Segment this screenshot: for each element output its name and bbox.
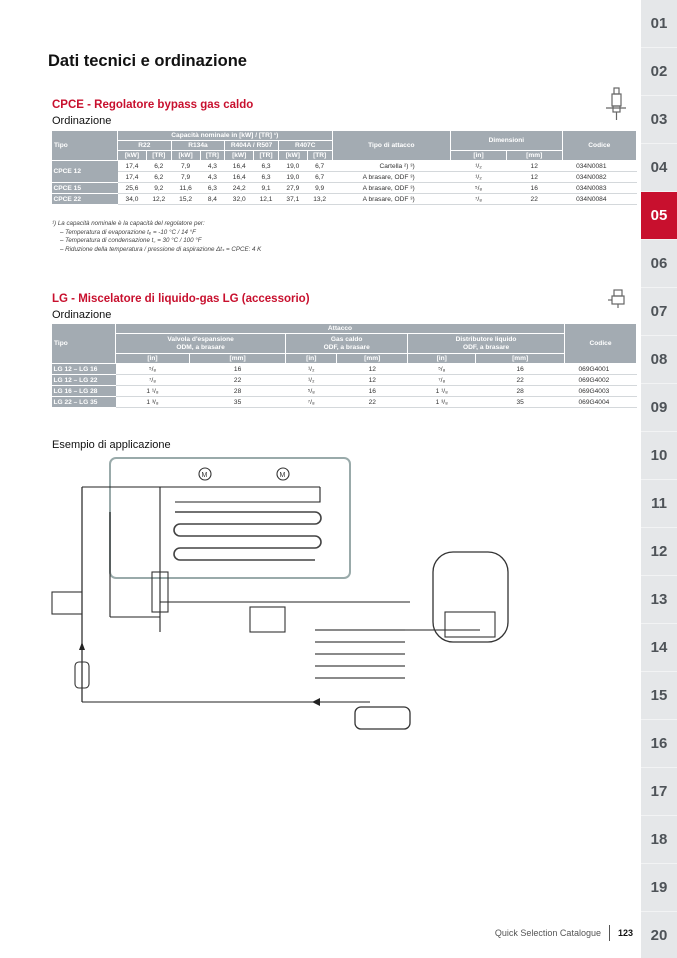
dim-mm-cell: 22 xyxy=(506,194,562,205)
value-cell: 4,3 xyxy=(200,161,225,172)
value-cell: 17,4 xyxy=(118,161,147,172)
value-cell: ⁵/₈ xyxy=(408,364,476,375)
chapter-tab-16[interactable]: 16 xyxy=(641,720,677,768)
code-cell: 034N0084 xyxy=(562,194,636,205)
chapter-tab-10[interactable]: 10 xyxy=(641,432,677,480)
footnote: ¹) La capacità nominale è la capacità del regolatore per: xyxy=(52,220,205,227)
lg-header-tipo: Tipo xyxy=(52,324,116,364)
chapter-tab-12[interactable]: 12 xyxy=(641,528,677,576)
lg-type-cell: LG 12 – LG 16 xyxy=(52,364,116,375)
unit-header: [TR] xyxy=(254,151,279,161)
value-cell: 9,2 xyxy=(146,183,171,194)
value-cell: 1 ¹/₈ xyxy=(408,386,476,397)
value-cell: ⁷/₈ xyxy=(286,397,337,408)
dim-mm-cell: 12 xyxy=(506,172,562,183)
value-cell: 12 xyxy=(337,375,408,386)
lg-header-group: Gas caldo ODF, a brasare xyxy=(286,334,408,354)
footer-catalogue-label: Quick Selection Catalogue xyxy=(494,928,601,938)
code-cell: 069G4001 xyxy=(565,364,637,375)
cpce-table xyxy=(51,130,637,205)
chapter-tab-18[interactable]: 18 xyxy=(641,816,677,864)
value-cell: 6,2 xyxy=(146,161,171,172)
attacco-cell: A brasare, ODF ³) xyxy=(332,194,451,205)
value-cell: 28 xyxy=(476,386,565,397)
value-cell: 12,2 xyxy=(146,194,171,205)
dim-in-cell: ¹/₂ xyxy=(451,172,507,183)
value-cell: ⁵/₈ xyxy=(286,386,337,397)
attacco-cell: A brasare, ODF ³) xyxy=(332,183,451,194)
lg-section-subtitle: Ordinazione xyxy=(52,309,112,321)
value-cell: 22 xyxy=(190,375,286,386)
footnote: – Temperatura di evaporazione tₑ = -10 °C / 14 °F xyxy=(60,228,196,236)
value-cell: 22 xyxy=(337,397,408,408)
unit-header: [kW] xyxy=(278,151,307,161)
cpce-header-capacity: Capacità nominale in [kW] / [TR] ¹) xyxy=(118,131,333,141)
cpce-header-refrigerant: R407C xyxy=(278,141,332,151)
value-cell: 9,1 xyxy=(254,183,279,194)
code-cell: 034N0083 xyxy=(562,183,636,194)
value-cell: 34,0 xyxy=(118,194,147,205)
table-row xyxy=(52,172,637,183)
value-cell: 12 xyxy=(337,364,408,375)
cpce-header-dimensioni: Dimensioni xyxy=(451,131,562,151)
value-cell: ⁷/₈ xyxy=(116,375,190,386)
code-cell: 069G4002 xyxy=(565,375,637,386)
dim-mm-cell: 16 xyxy=(506,183,562,194)
unit-header: [in] xyxy=(116,354,190,364)
value-cell: 7,9 xyxy=(171,161,200,172)
value-cell: 28 xyxy=(190,386,286,397)
value-cell: 6,2 xyxy=(146,172,171,183)
dim-mm-cell: 12 xyxy=(506,161,562,172)
unit-header: [mm] xyxy=(190,354,286,364)
value-cell: 6,3 xyxy=(254,161,279,172)
value-cell: 6,3 xyxy=(254,172,279,183)
attacco-cell: A brasare, ODF ³) xyxy=(332,172,451,183)
value-cell: 1 ³/₈ xyxy=(116,397,190,408)
dim-in-cell: ⁷/₈ xyxy=(451,194,507,205)
value-cell: 17,4 xyxy=(118,172,147,183)
table-row xyxy=(52,386,637,397)
dim-in-cell: ¹/₂ xyxy=(451,161,507,172)
lg-header-group: Distributore liquido ODF, a brasare xyxy=(408,334,565,354)
unit-header: [mm] xyxy=(337,354,408,364)
value-cell: 35 xyxy=(190,397,286,408)
code-cell: 069G4004 xyxy=(565,397,637,408)
value-cell: 13,2 xyxy=(307,194,332,205)
value-cell: ¹/₂ xyxy=(286,364,337,375)
chapter-tab-02[interactable]: 02 xyxy=(641,48,677,96)
value-cell: 35 xyxy=(476,397,565,408)
lg-header-attacco: Attacco xyxy=(116,324,565,334)
unit-header: [in] xyxy=(286,354,337,364)
value-cell: 4,3 xyxy=(200,172,225,183)
chapter-tab-15[interactable]: 15 xyxy=(641,672,677,720)
value-cell: 16,4 xyxy=(225,172,254,183)
chapter-tab-19[interactable]: 19 xyxy=(641,864,677,912)
unit-header: [TR] xyxy=(200,151,225,161)
table-row xyxy=(52,364,637,375)
refrigeration-circuit-diagram xyxy=(40,452,620,737)
unit-header: [mm] xyxy=(476,354,565,364)
cpce-header-refrigerant: R22 xyxy=(118,141,172,151)
motor-label: M xyxy=(279,472,286,479)
cpce-header-tipo: Tipo xyxy=(52,131,118,161)
value-cell: 1 ³/₈ xyxy=(408,397,476,408)
cpce-section-title: CPCE - Regolatore bypass gas caldo xyxy=(52,99,254,111)
cpce-header-refrigerant: R134a xyxy=(171,141,225,151)
chapter-tab-03[interactable]: 03 xyxy=(641,96,677,144)
mixer-icon xyxy=(608,288,628,308)
chapter-tab-14[interactable]: 14 xyxy=(641,624,677,672)
unit-header: [TR] xyxy=(307,151,332,161)
application-title: Esempio di applicazione xyxy=(52,439,171,451)
value-cell: 19,0 xyxy=(278,172,307,183)
lg-table xyxy=(51,323,637,408)
cpce-header-attacco: Tipo di attacco xyxy=(332,131,451,161)
table-row xyxy=(52,194,637,205)
unit-header: [kW] xyxy=(118,151,147,161)
code-cell: 069G4003 xyxy=(565,386,637,397)
cpce-header-refrigerant: R404A / R507 xyxy=(225,141,279,151)
value-cell: 7,9 xyxy=(171,172,200,183)
lg-header-codice: Codice xyxy=(565,324,637,364)
value-cell: 11,6 xyxy=(171,183,200,194)
value-cell: 24,2 xyxy=(225,183,254,194)
value-cell: 9,9 xyxy=(307,183,332,194)
lg-type-cell: LG 22 – LG 35 xyxy=(52,397,116,408)
cpce-type-cell: CPCE 22 xyxy=(52,194,118,205)
chapter-tab-06[interactable]: 06 xyxy=(641,240,677,288)
value-cell: ⁷/₈ xyxy=(408,375,476,386)
value-cell: 16,4 xyxy=(225,161,254,172)
code-cell: 034N0082 xyxy=(562,172,636,183)
unit-header: [kW] xyxy=(225,151,254,161)
footnote: – Riduzione della temperatura / pressione di aspirazione Δtₛ = CPCE: 4 K xyxy=(60,245,262,253)
value-cell: 25,6 xyxy=(118,183,147,194)
chapter-tab-13[interactable]: 13 xyxy=(641,576,677,624)
chapter-tab-11[interactable]: 11 xyxy=(641,480,677,528)
cpce-header-codice: Codice xyxy=(562,131,636,161)
lg-type-cell: LG 16 – LG 28 xyxy=(52,386,116,397)
value-cell: 1 ¹/₈ xyxy=(116,386,190,397)
value-cell: 16 xyxy=(190,364,286,375)
value-cell: ⁵/₈ xyxy=(116,364,190,375)
value-cell: 19,0 xyxy=(278,161,307,172)
chapter-tabs xyxy=(641,0,677,958)
value-cell: 6,7 xyxy=(307,161,332,172)
value-cell: 15,2 xyxy=(171,194,200,205)
value-cell: 16 xyxy=(476,364,565,375)
unit-header: [mm] xyxy=(506,151,562,161)
value-cell: 8,4 xyxy=(200,194,225,205)
footer-separator xyxy=(609,925,610,941)
cpce-section-subtitle: Ordinazione xyxy=(52,115,112,127)
value-cell: 27,9 xyxy=(278,183,307,194)
value-cell: 22 xyxy=(476,375,565,386)
unit-header: [in] xyxy=(408,354,476,364)
chapter-tab-17[interactable]: 17 xyxy=(641,768,677,816)
lg-section-title: LG - Miscelatore di liquido-gas LG (accessorio) xyxy=(52,293,310,305)
unit-header: [kW] xyxy=(171,151,200,161)
lg-type-cell: LG 12 – LG 22 xyxy=(52,375,116,386)
dim-in-cell: ⁵/₈ xyxy=(451,183,507,194)
value-cell: 37,1 xyxy=(278,194,307,205)
motor-label: M xyxy=(201,472,208,479)
table-row xyxy=(52,161,637,172)
page-footer xyxy=(495,925,633,941)
page-title: Dati tecnici e ordinazione xyxy=(48,52,247,70)
chapter-tab-01[interactable]: 01 xyxy=(641,0,677,48)
page-number: 123 xyxy=(617,928,633,938)
value-cell: 16 xyxy=(337,386,408,397)
footnote: – Temperatura di condensazione t꜀ = 30 °C / 100 °F xyxy=(60,237,202,244)
valve-icon xyxy=(604,86,628,122)
chapter-tab-04[interactable]: 04 xyxy=(641,144,677,192)
value-cell: ¹/₂ xyxy=(286,375,337,386)
value-cell: 6,7 xyxy=(307,172,332,183)
table-row xyxy=(52,375,637,386)
cpce-type-cell: CPCE 15 xyxy=(52,183,118,194)
lg-header-group: Valvola d'espansione ODM, a brasare xyxy=(116,334,286,354)
chapter-tab-05[interactable]: 05 xyxy=(641,192,677,240)
unit-header: [TR] xyxy=(146,151,171,161)
value-cell: 32,0 xyxy=(225,194,254,205)
cpce-footnotes xyxy=(52,220,261,254)
unit-header: [in] xyxy=(451,151,507,161)
chapter-tab-09[interactable]: 09 xyxy=(641,384,677,432)
chapter-tab-20[interactable]: 20 xyxy=(641,912,677,958)
attacco-cell: Cartella ²) ³) xyxy=(332,161,451,172)
value-cell: 6,3 xyxy=(200,183,225,194)
code-cell: 034N0081 xyxy=(562,161,636,172)
table-row xyxy=(52,183,637,194)
value-cell: 12,1 xyxy=(254,194,279,205)
table-row xyxy=(52,397,637,408)
cpce-type-cell: CPCE 12 xyxy=(52,161,118,183)
chapter-tab-07[interactable]: 07 xyxy=(641,288,677,336)
chapter-tab-08[interactable]: 08 xyxy=(641,336,677,384)
